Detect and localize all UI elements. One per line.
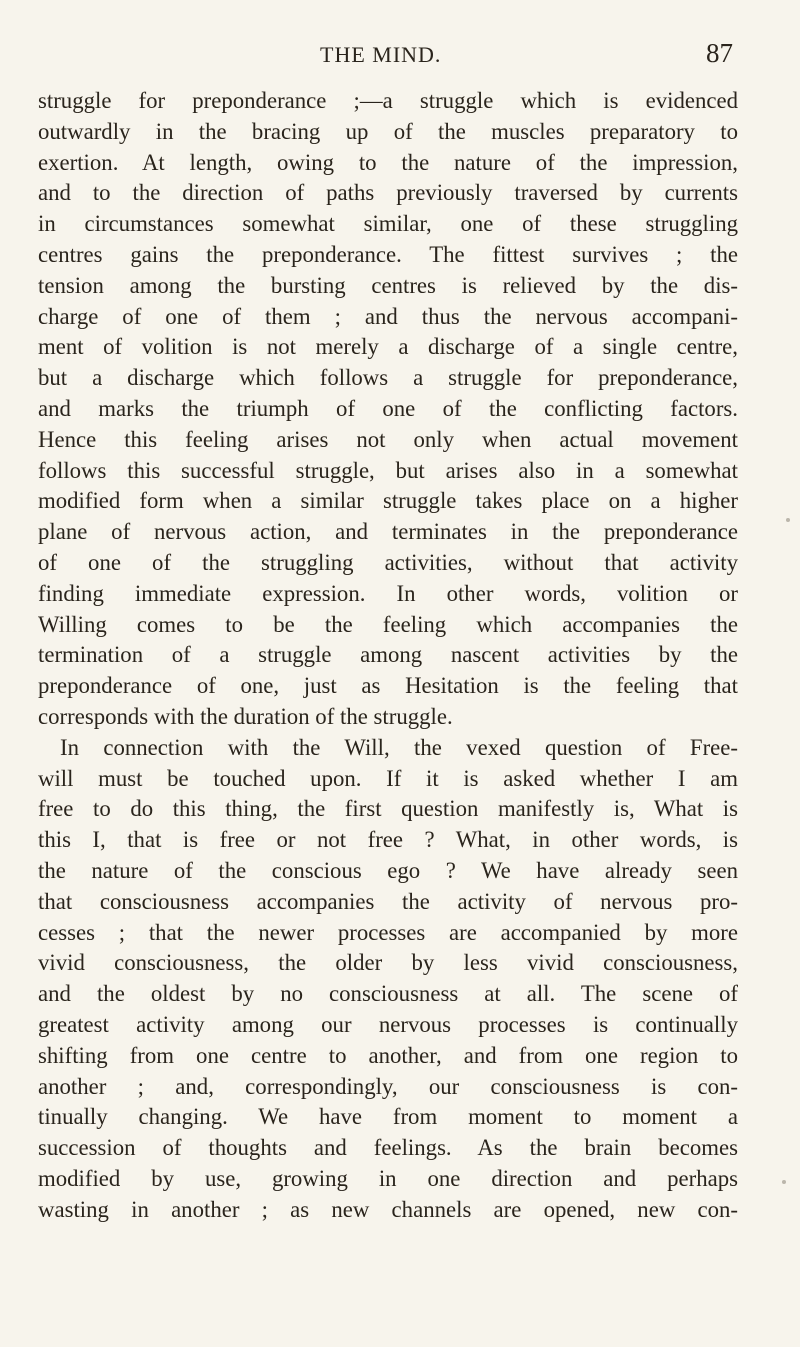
text-line: preponderance of one, just as Hesitation is the feeling that — [38, 673, 738, 699]
text-line-paragraph-start: In connection with the Will, the vexed question of Free- — [60, 734, 738, 760]
paper-speck — [786, 518, 790, 522]
body-text — [38, 86, 738, 1225]
text-line: vivid consciousness, the older by less vivid consciousness, — [38, 950, 738, 976]
text-line: but a discharge which follows a struggle for preponderance, — [38, 365, 738, 391]
running-head: THE MIND. — [320, 42, 442, 67]
text-line: in circumstances somewhat similar, one of these struggling — [38, 211, 738, 237]
text-line: greatest activity among our nervous processes is continually — [38, 1011, 738, 1037]
text-line: modified form when a similar struggle takes place on a higher — [38, 488, 738, 514]
text-line-paragraph-end: corresponds with the duration of the struggle. — [38, 703, 453, 729]
text-line: Hence this feeling arises not only when actual movement — [38, 426, 738, 452]
text-line: another ; and, correspondingly, our consciousness is con- — [38, 1073, 738, 1099]
text-line: tension among the bursting centres is relieved by the dis- — [38, 272, 738, 298]
text-line: and to the direction of paths previously traversed by currents — [38, 180, 738, 206]
text-line: struggle for preponderance ;—a struggle which is evidenced — [38, 88, 738, 113]
text-line: shifting from one centre to another, and from one region to — [38, 1042, 738, 1068]
text-line: succession of thoughts and feelings. As the brain becomes — [38, 1135, 738, 1161]
paper-speck — [782, 1180, 786, 1184]
text-line: Willing comes to be the feeling which accompanies the — [38, 611, 738, 637]
text-line: follows this successful struggle, but arises also in a somewhat — [38, 457, 738, 483]
text-line: outwardly in the bracing up of the muscles preparatory to — [38, 118, 738, 144]
text-line: finding immediate expression. In other words, volition or — [38, 580, 738, 606]
text-line: tinually changing. We have from moment to moment a — [38, 1104, 738, 1130]
text-line: wasting in another ; as new channels are opened, new con- — [38, 1196, 738, 1222]
page-header — [0, 38, 800, 74]
text-line: exertion. At length, owing to the nature of the impression, — [38, 149, 738, 175]
text-line: that consciousness accompanies the activity of nervous pro- — [38, 888, 738, 914]
text-line: free to do this thing, the first question manifestly is, What is — [38, 796, 738, 822]
text-line: and the oldest by no consciousness at all. The scene of — [38, 981, 738, 1007]
text-line: plane of nervous action, and terminates in the preponderance — [38, 519, 738, 545]
text-line: will must be touched upon. If it is asked whether I am — [38, 765, 738, 791]
text-line: this I, that is free or not free ? What, in other words, is — [38, 827, 738, 853]
text-line: termination of a struggle among nascent activities by the — [38, 642, 738, 668]
text-line: charge of one of them ; and thus the nervous accompani- — [38, 303, 738, 329]
text-line: ment of volition is not merely a discharge of a single centre, — [38, 334, 738, 360]
text-line: of one of the struggling activities, without that activity — [38, 549, 738, 575]
text-line: the nature of the conscious ego ? We have already seen — [38, 857, 738, 883]
text-line: centres gains the preponderance. The fittest survives ; the — [38, 241, 738, 267]
text-line: and marks the triumph of one of the conflicting factors. — [38, 395, 738, 421]
text-line: cesses ; that the newer processes are accompanied by more — [38, 919, 738, 945]
text-line: modified by use, growing in one direction and perhaps — [38, 1165, 738, 1191]
page-number: 87 — [706, 38, 733, 68]
